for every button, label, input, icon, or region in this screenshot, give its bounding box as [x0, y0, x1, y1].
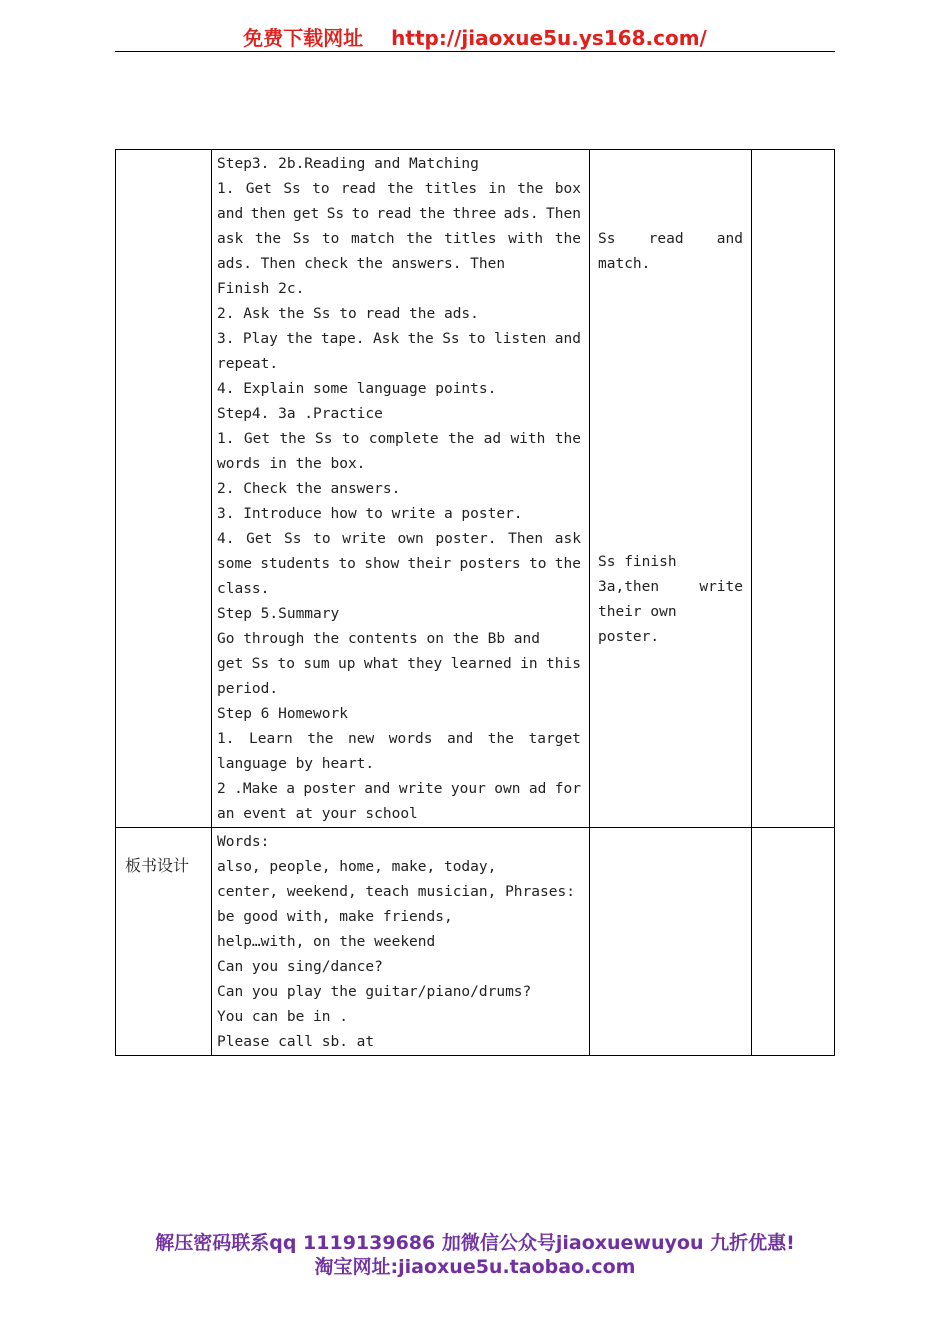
step-word: ad: [528, 781, 547, 797]
step-line: [217, 527, 581, 552]
step-word: own: [397, 531, 424, 547]
lesson-plan-table: [115, 149, 835, 1056]
step-word: with: [508, 231, 544, 247]
step-word: 2: [217, 781, 226, 797]
blackboard-design-label: 板书设计: [116, 828, 212, 1056]
row1-label-cell: [116, 150, 212, 828]
step-word: target: [528, 731, 581, 747]
step-word: 1.: [217, 431, 235, 447]
step-line: [217, 552, 581, 577]
activity1-line-2: match.: [598, 256, 651, 272]
step-word: they: [407, 656, 443, 672]
step-word: to: [321, 231, 340, 247]
step-word: ads.: [503, 206, 539, 222]
step-word: the: [554, 556, 581, 572]
step-word: learned: [450, 656, 512, 672]
step-word: 4.: [217, 531, 235, 547]
row2-activity-cell: [590, 828, 752, 1056]
step-line: [217, 777, 581, 802]
step-line: Step 6 Homework: [217, 706, 348, 722]
teaching-steps-cell: [212, 150, 590, 828]
step-word: and: [447, 731, 474, 747]
activity-word: 3a,then: [598, 579, 660, 595]
step-word: the: [286, 331, 313, 347]
step-word: 3.: [217, 331, 235, 347]
step-word: .Make: [234, 781, 278, 797]
step-line: Go through the contents on the Bb and: [217, 631, 541, 647]
blackboard-line: center, weekend, teach musician, Phrases:: [217, 884, 575, 900]
step-word: own: [494, 781, 521, 797]
step-word: posters: [459, 556, 521, 572]
step-word: get: [217, 656, 244, 672]
activity-word: read: [648, 231, 684, 247]
step-word: Ask: [372, 331, 400, 347]
blackboard-line: Can you play the guitar/piano/drums?: [217, 984, 532, 1000]
step-word: their: [407, 556, 452, 572]
step-word: Learn: [249, 731, 293, 747]
step-word: ask: [217, 231, 244, 247]
step-word: a: [286, 781, 295, 797]
step-word: in: [520, 656, 538, 672]
step-line: words in the box.: [217, 456, 366, 472]
blackboard-line: You can be in .: [217, 1009, 348, 1025]
step-line: Finish 2c.: [217, 281, 305, 297]
row1-notes-cell: [752, 150, 835, 828]
step-word: poster.: [435, 531, 497, 547]
blackboard-design-row: [116, 828, 835, 1056]
step-word: this: [546, 656, 581, 672]
activity1-line-1: [598, 227, 743, 252]
blackboard-content-cell: [212, 828, 590, 1056]
footer-contact: 解压密码联系qq 1119139686 加微信公众号jiaoxuewuyou 九折优惠!: [155, 1232, 795, 1254]
step-word: new: [348, 731, 375, 747]
blackboard-line: Please call sb. at: [217, 1034, 375, 1050]
step-word: to: [277, 656, 295, 672]
step-word: Ss: [251, 656, 270, 672]
step-word: three: [452, 206, 497, 222]
blackboard-line: be good with, make friends,: [217, 909, 453, 925]
step-word: get: [293, 206, 320, 222]
step-word: read: [340, 181, 376, 197]
step-word: titles: [424, 181, 478, 197]
blackboard-lines: [217, 830, 581, 1055]
step-word: to: [313, 531, 331, 547]
step-word: then: [250, 206, 286, 222]
step-line: [217, 652, 581, 677]
step-word: the: [418, 206, 446, 222]
step-word: students: [260, 556, 331, 572]
step-word: the: [387, 181, 414, 197]
step-word: and: [364, 781, 391, 797]
step-word: poster: [303, 781, 356, 797]
step-line: period.: [217, 681, 279, 697]
step-word: tape.: [320, 331, 365, 347]
step-word: Get: [245, 181, 272, 197]
step-line: an event at your school: [217, 806, 418, 822]
step-word: show: [364, 556, 400, 572]
step-word: and: [217, 206, 244, 222]
step-word: the: [406, 231, 433, 247]
footer-shop-link[interactable]: 淘宝网址:jiaoxue5u.taobao.com: [314, 1256, 636, 1278]
step-line: [217, 227, 581, 252]
step-word: Ss: [315, 431, 333, 447]
step-line: [217, 327, 581, 352]
blackboard-line: also, people, home, make, today,: [217, 859, 497, 875]
step-word: to: [528, 556, 547, 572]
step-word: Then: [508, 531, 544, 547]
step-word: Ss: [442, 331, 460, 347]
activity2-line-2: [598, 575, 743, 600]
step-line: 2. Check the answers.: [217, 481, 401, 497]
step-word: for: [554, 781, 581, 797]
activity-word: write: [699, 579, 743, 595]
step-line: ads. Then check the answers. Then: [217, 256, 506, 272]
blackboard-line: Words:: [217, 834, 270, 850]
step-word: the: [554, 431, 581, 447]
step-line: [217, 427, 581, 452]
header-url-link[interactable]: http://jiaoxue5u.ys168.com/: [391, 26, 707, 50]
step-word: up: [338, 656, 356, 672]
step-word: the: [254, 231, 282, 247]
step-word: to: [341, 431, 360, 447]
step-word: some: [217, 556, 252, 572]
step-line: language by heart.: [217, 756, 375, 772]
step-line: [217, 727, 581, 752]
step-line: class.: [217, 581, 270, 597]
step-word: box: [554, 181, 581, 197]
activity2-line-1: Ss finish: [598, 554, 677, 570]
step-word: titles: [444, 231, 497, 247]
header-label: 免费下载网址: [243, 26, 364, 50]
activity2-line-3: their own: [598, 604, 677, 620]
step-word: words: [388, 731, 433, 747]
teaching-steps-row: [116, 150, 835, 828]
step-word: 1.: [217, 181, 235, 197]
step-word: sum: [303, 656, 330, 672]
step-word: the: [307, 731, 334, 747]
row2-notes-cell: [752, 828, 835, 1056]
step-word: the: [448, 431, 475, 447]
step-word: what: [363, 656, 399, 672]
step-word: in: [488, 181, 506, 197]
step-word: Ss: [292, 231, 311, 247]
step-line: Step 5.Summary: [217, 606, 340, 622]
blackboard-line: Can you sing/dance?: [217, 959, 383, 975]
step-word: ask: [554, 531, 581, 547]
step-word: and: [554, 331, 581, 347]
steps-list: [217, 152, 581, 827]
step-word: the: [554, 231, 581, 247]
step-word: Ss: [326, 206, 345, 222]
step-word: to: [468, 331, 486, 347]
step-word: Get: [246, 531, 273, 547]
step-line: 3. Introduce how to write a poster.: [217, 506, 523, 522]
step-line: Step4. 3a .Practice: [217, 406, 383, 422]
step-line: [217, 177, 581, 202]
step-line: 4. Explain some language points.: [217, 381, 497, 397]
step-word: Ss: [283, 181, 301, 197]
step-line: [217, 202, 581, 227]
activity2-line-4: poster.: [598, 629, 660, 645]
step-word: Then: [546, 206, 581, 222]
step-word: write: [342, 531, 386, 547]
step-word: the: [279, 431, 306, 447]
step-word: read: [376, 206, 412, 222]
step-word: Play: [242, 331, 278, 347]
step-word: ad: [483, 431, 502, 447]
blackboard-line: help…with, on the weekend: [217, 934, 436, 950]
step-word: Get: [243, 431, 271, 447]
student-activity-cell: [590, 150, 752, 828]
step-line: repeat.: [217, 356, 279, 372]
step-word: the: [487, 731, 514, 747]
step-line: Step3. 2b.Reading and Matching: [217, 156, 479, 172]
step-word: your: [450, 781, 486, 797]
step-line: 2. Ask the Ss to read the ads.: [217, 306, 479, 322]
step-word: match: [350, 231, 395, 247]
step-word: the: [517, 181, 544, 197]
activity-word: and: [716, 231, 743, 247]
step-word: to: [338, 556, 356, 572]
header-rule: [115, 51, 835, 52]
step-word: the: [407, 331, 434, 347]
step-word: 1.: [217, 731, 235, 747]
step-word: to: [312, 181, 330, 197]
step-word: to: [351, 206, 370, 222]
activity-word: Ss: [598, 231, 616, 247]
step-word: with: [510, 431, 546, 447]
header: [0, 22, 950, 51]
step-word: listen: [493, 331, 547, 347]
step-word: Ss: [283, 531, 302, 547]
step-word: write: [398, 781, 443, 797]
step-word: complete: [368, 431, 439, 447]
